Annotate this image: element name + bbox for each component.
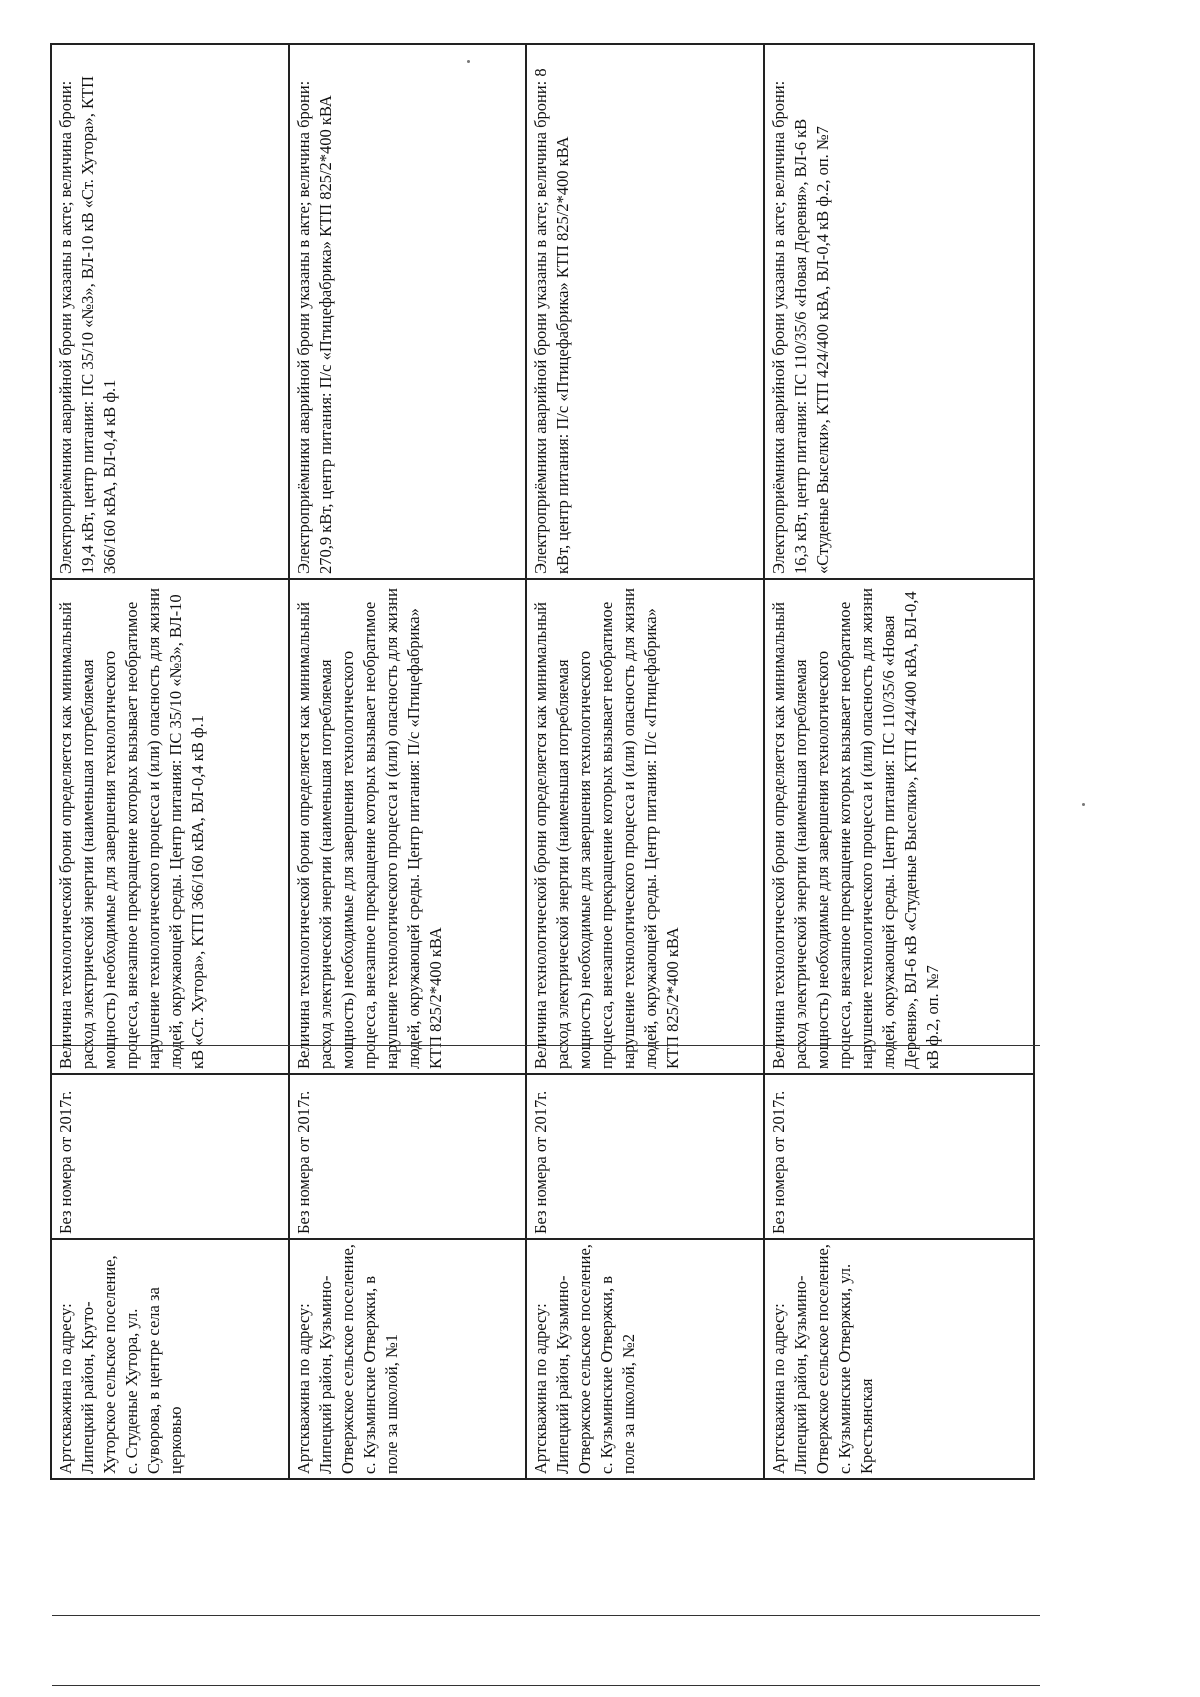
doc-number-text: Без номера от 2017г. — [56, 1090, 75, 1234]
tech-reserve-text: Величина технологической брони определяется как минимальный расход электрической энергии (наименьшая потребляемая мощность) необходимые для завершения технологического процесса, внезапное прекращение которых вызывает необратимое нарушение технологического процесса и (или) опасность для жизни людей, окружающей среды. Центр питания: П/с «Птицефабрика» КТП 825/2*400 кВА — [531, 583, 683, 1069]
table-row — [51, 44, 289, 1479]
scan-speck — [467, 60, 470, 63]
doc-number-text: Без номера от 2017г. — [531, 1090, 551, 1234]
table-row — [289, 44, 527, 1479]
address-text: Артскважина по адресу: Липецкий район, Кузьмино-Отвержское сельское поселение, с. Кузьминские Отвержки, в поле за школой, №2 — [531, 1239, 639, 1474]
doc-number-cell — [289, 1074, 527, 1239]
doc-number-cell — [526, 1074, 764, 1239]
tech-reserve-text: Величина технологической брони определяется как минимальный расход электрической энергии (наименьшая потребляемая мощность) необходимые для завершения технологического процесса, внезапное прекращение которых вызывает необратимое нарушение технологического процесса и (или) опасность для жизни людей, окружающей среды. Центр питания: ПС 35/10 «№3», ВЛ-10 кВ «Ст. Хутора», КТП 366/160 кВА, ВЛ-0,4 кВ ф.1 — [56, 583, 207, 1069]
scan-speck — [1082, 803, 1085, 806]
doc-number-cell — [51, 1074, 289, 1239]
tech-reserve-text: Величина технологической брони определяется как минимальный расход электрической энергии (наименьшая потребляемая мощность) необходимые для завершения технологического процесса, внезапное прекращение которых вызывает необратимое нарушение технологического процесса и (или) опасность для жизни людей, окружающей среды. Центр питания: П/с «Птицефабрика» КТП 825/2*400 кВА — [293, 583, 445, 1069]
reserve-table — [50, 43, 1035, 1480]
tech-reserve-cell — [51, 579, 289, 1074]
address-cell — [526, 1239, 764, 1479]
emergency-reserve-cell — [289, 44, 527, 579]
emergency-reserve-text: Электроприёмники аварийной брони указаны в акте; величина брони: 16,3 кВт, центр питания: ПС 110/35/6 «Новая Деревня», ВЛ-6 кВ «Студеные Выселки», КТП 424/400 кВА, ВЛ-0,4 кВ ф.2, оп. №7 — [769, 76, 833, 574]
separator-line — [52, 1045, 1040, 1046]
tech-reserve-cell — [526, 579, 764, 1074]
table-row — [764, 44, 1034, 1479]
address-cell — [289, 1239, 527, 1479]
separator-line — [52, 1685, 1040, 1686]
tech-reserve-text: Величина технологической брони определяется как минимальный расход электрической энергии (наименьшая потребляемая мощность) необходимые для завершения технологического процесса, внезапное прекращение которых вызывает необратимое нарушение технологического процесса и (или) опасность для жизни людей, окружающей среды. Центр питания: ПС 110/35/6 «Новая Деревня», ВЛ-6 кВ «Студеные Выселки», КТП 424/400 кВА, ВЛ-0,4 кВ ф.2, оп. №7 — [769, 583, 943, 1069]
doc-number-cell — [764, 1074, 1034, 1239]
address-text: Артскважина по адресу: Липецкий район, Круто-Хуторское сельское поселение, с. Студеные Хутора, ул. Суворова, в центре села за церковью — [56, 1251, 185, 1474]
address-cell — [51, 1239, 289, 1479]
emergency-reserve-cell — [764, 44, 1034, 579]
doc-number-text: Без номера от 2017г. — [293, 1090, 313, 1234]
emergency-reserve-text: Электроприёмники аварийной брони указаны в акте; величина брони: 8 кВт, центр питания: П/с «Птицефабрика» КТП 825/2*400 кВА — [531, 64, 573, 574]
separator-line — [52, 1615, 1040, 1616]
address-text: Артскважина по адресу: Липецкий район, Кузьмино-Отвержское сельское поселение, с. Кузьминские Отвержки, ул. Крестьянская — [769, 1239, 877, 1474]
doc-number-text: Без номера от 2017г. — [769, 1090, 789, 1234]
address-text: Артскважина по адресу: Липецкий район, Кузьмино-Отвержское сельское поселение, с. Кузьминские Отвержки, в поле за школой, №1 — [293, 1239, 401, 1474]
tech-reserve-cell — [289, 579, 527, 1074]
address-cell — [764, 1239, 1034, 1479]
table-row — [526, 44, 764, 1479]
emergency-reserve-text: Электроприёмники аварийной брони указаны в акте; величина брони: 19,4 кВт, центр питания: ПС 35/10 «№3», ВЛ-10 кВ «Ст. Хутора», КТП 366/160 кВА, ВЛ-0,4 кВ ф.1 — [56, 71, 119, 574]
emergency-reserve-text: Электроприёмники аварийной брони указаны в акте; величина брони: 270,9 кВт, центр питания: П/с «Птицефабрика» КТП 825/2*400 кВА — [293, 76, 335, 574]
rotated-page-content — [50, 45, 1035, 1480]
tech-reserve-cell — [764, 579, 1034, 1074]
emergency-reserve-cell — [51, 44, 289, 579]
emergency-reserve-cell — [526, 44, 764, 579]
